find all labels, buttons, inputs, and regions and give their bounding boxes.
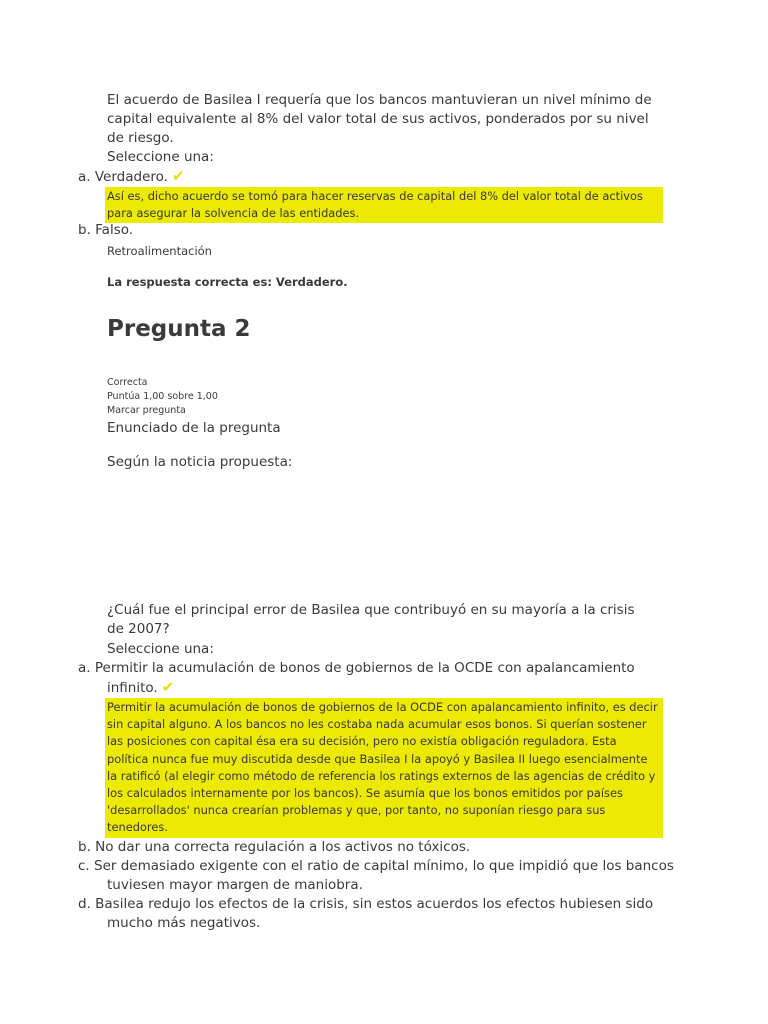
q1-option-a[interactable] — [78, 167, 678, 187]
question-2-intro: Según la noticia propuesta: — [107, 454, 293, 470]
q2-option-b-label: b. No dar una correcta regulación a los activos no tóxicos. — [78, 839, 471, 855]
check-icon: ✔ — [161, 678, 175, 696]
q1-option-b[interactable] — [78, 221, 678, 240]
q2-option-c-label-line1: c. Ser demasiado exigente con el ratio de capital mínimo, lo que impidió que los bancos — [78, 858, 674, 874]
q1-option-a-label: a. Verdadero. — [78, 169, 168, 185]
q2-option-a-label-line2: infinito. — [107, 680, 158, 696]
question-1-select-label: Seleccione una: — [107, 149, 214, 165]
q2-option-a[interactable] — [78, 659, 678, 698]
check-icon: ✔ — [171, 167, 185, 185]
question-2-select-label: Seleccione una: — [107, 641, 214, 657]
q1-option-b-label: b. Falso. — [78, 222, 134, 238]
question-1-text: El acuerdo de Basilea I requería que los bancos mantuvieran un nivel mínimo de capital equivalente al 8% del valor total de sus activos, ponderados por su nivel de riesgo. — [107, 92, 652, 146]
q2-option-c-label-line2: tuviesen mayor margen de maniobra. — [107, 877, 363, 893]
q2-option-c[interactable] — [78, 857, 678, 895]
q2-feedback-a: Permitir la acumulación de bonos de gobiernos de la OCDE con apalancamiento infinito, es decir sin capital alguno. A los bancos no les costaba nada acumular esos bonos. Si querían sostener las posiciones con capital ésa era su decisión, pero no existía obligación reguladora. Esta política nunca fue muy discutida desde que Basilea I la apoyó y Basilea II luego esencialmente la ratificó (al elegir como método de referencia los ratings externos de las agencias de crédito y los calculados internamente por los bancos). Se asumía que los bonos emitidos por países 'desarrollados' nunca crearían problemas y que, por tanto, no suponían riesgo para sus tenedores. — [105, 698, 663, 838]
q1-feedback-heading: Retroalimentación — [107, 244, 212, 258]
q2-option-d-label-line1: d. Basilea redujo los efectos de la crisis, sin estos acuerdos los efectos hubiesen sido — [78, 896, 654, 912]
question-2-status: Correcta — [107, 377, 148, 388]
q1-feedback-a: Así es, dicho acuerdo se tomó para hacer reservas de capital del 8% del valor total de activos para asegurar la solvencia de las entidades. — [105, 187, 663, 223]
q2-option-b[interactable] — [78, 838, 678, 857]
flag-question-link[interactable]: Marcar pregunta — [107, 405, 186, 416]
q2-option-a-label-line1: a. Permitir la acumulación de bonos de gobiernos de la OCDE con apalancamiento — [78, 660, 635, 676]
question-2-statement-label: Enunciado de la pregunta — [107, 420, 281, 436]
q2-option-d[interactable] — [78, 895, 678, 933]
question-2-score: Puntúa 1,00 sobre 1,00 — [107, 391, 218, 402]
question-2-title: Pregunta 2 — [107, 316, 251, 342]
q1-correct-answer: La respuesta correcta es: Verdadero. — [107, 275, 348, 289]
q2-option-d-label-line2: mucho más negativos. — [107, 915, 261, 931]
question-2-text: ¿Cuál fue el principal error de Basilea que contribuyó en su mayoría a la crisis de 2007? — [107, 602, 635, 637]
